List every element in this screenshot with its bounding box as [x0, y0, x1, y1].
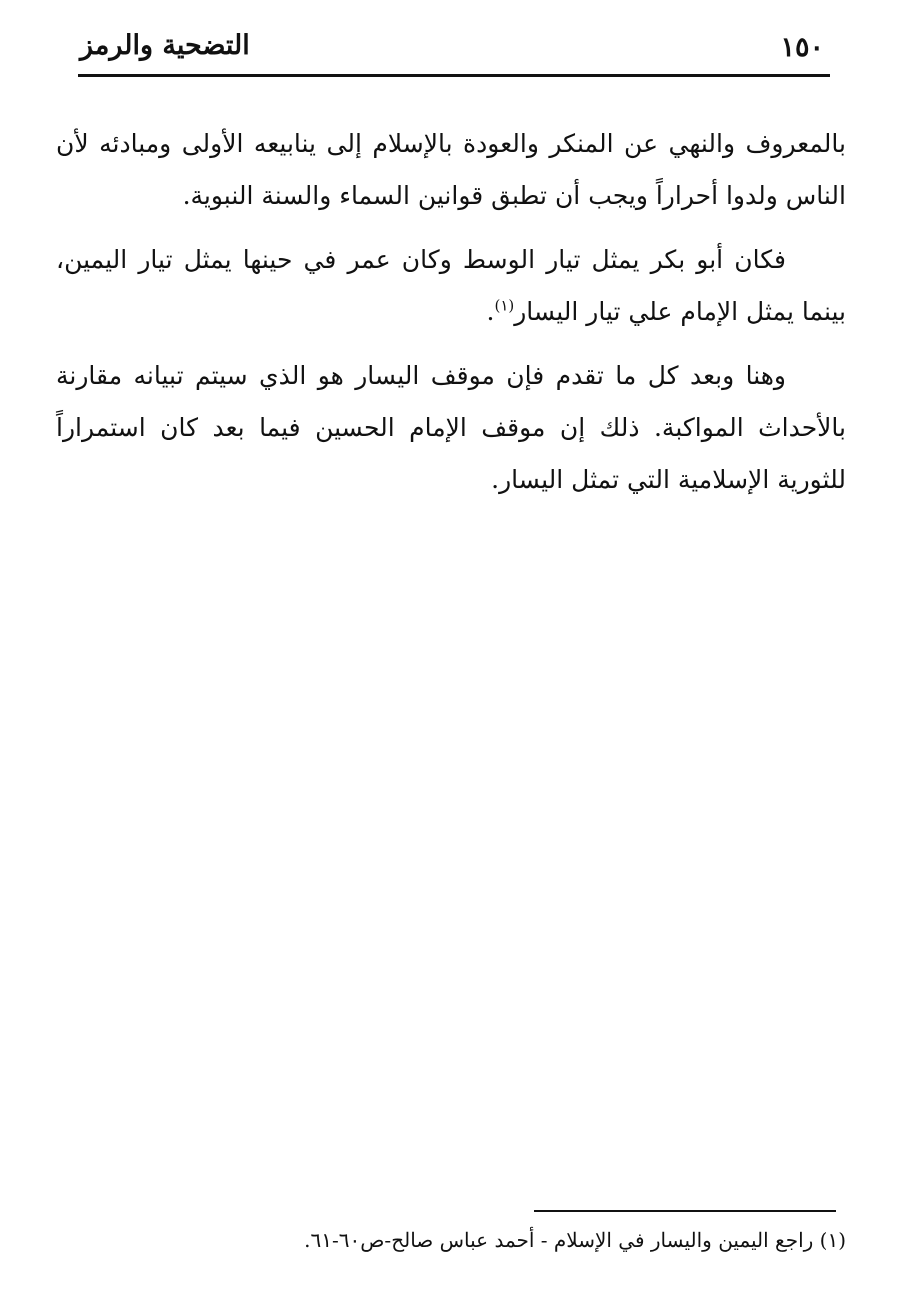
paragraph-2-text: فكان أبو بكر يمثل تيار الوسط وكان عمر في حينها يمثل تيار اليمين، بينما يمثل الإمام علي تيار اليسار — [56, 245, 846, 326]
footnote-text: (١) راجع اليمين واليسار في الإسلام - أحمد عباس صالح-ص٦٠-٦١. — [304, 1228, 846, 1252]
running-title: التضحية والرمز — [80, 30, 250, 61]
page-header — [78, 30, 826, 74]
paragraph-2-tail: . — [486, 297, 495, 326]
paragraph-3-text: وهنا وبعد كل ما تقدم فإن موقف اليسار هو الذي سيتم تبيانه مقارنة بالأحداث المواكبة. ذلك إن موقف الإمام الحسين فيما بعد كان استمراراً للثورية الإسلامية التي تمثل اليسار. — [56, 361, 846, 494]
footnote — [120, 1222, 846, 1258]
page-number: ١٥٠ — [780, 32, 824, 63]
paragraph-1-text: بالمعروف والنهي عن المنكر والعودة بالإسلام إلى ينابيعه الأولى ومبادئه لأن الناس ولدوا أحراراً ويجب أن تطبق قوانين السماء والسنة النبوية. — [56, 129, 846, 210]
paragraph-3 — [56, 350, 846, 506]
paragraph-1 — [56, 118, 846, 222]
footnote-reference[interactable]: (١) — [494, 296, 515, 315]
paragraph-2 — [56, 234, 846, 338]
body-text — [56, 118, 846, 518]
footnote-rule — [534, 1210, 836, 1212]
header-rule — [78, 74, 830, 77]
